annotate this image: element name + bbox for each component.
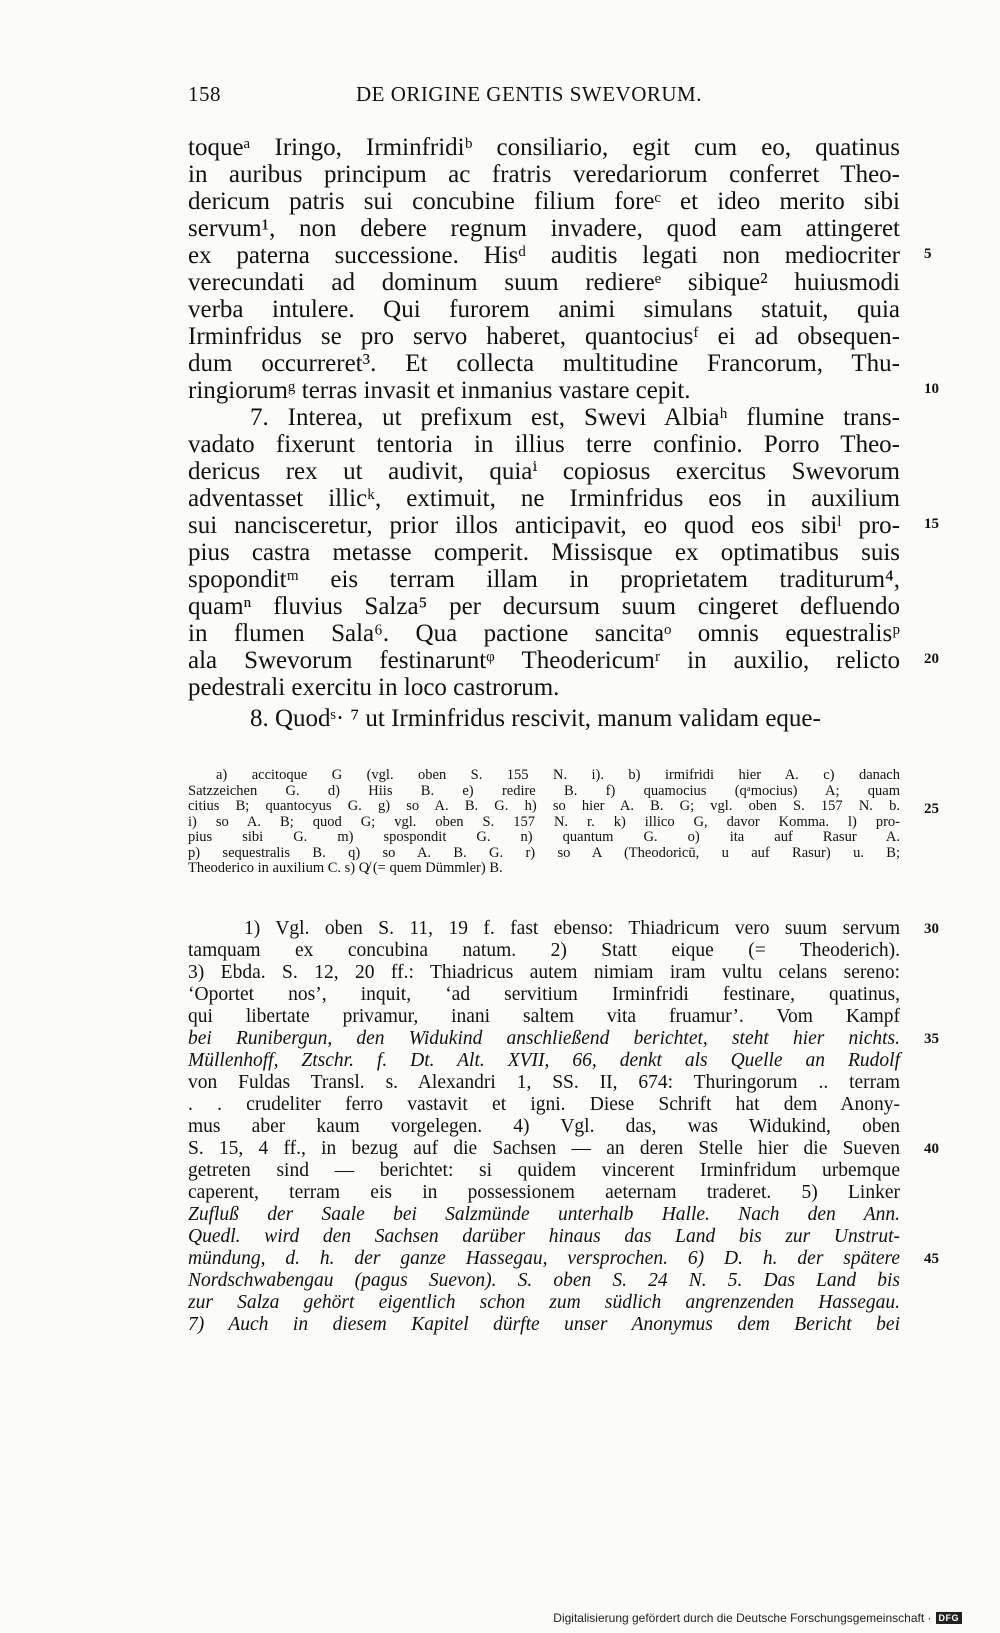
text-line: servum¹, non debere regnum invadere, quod eam attingeret [188, 215, 900, 242]
footnote-line: 3) Ebda. S. 12, 20 ff.: Thiadricus autem nimiam iram vultu celans sereno: [188, 962, 900, 983]
text-line: Irminfridus se pro servo haberet, quantociusᶠ ei ad obsequen- [188, 323, 900, 350]
line-number: 30 [924, 921, 939, 937]
credit-text: Digitalisierung gefördert durch die Deutsche Forschungsgemeinschaft · [553, 1611, 932, 1625]
footnote-line: Zufluß der Saale bei Salzmünde unterhalb Halle. Nach den Ann. [188, 1204, 900, 1225]
footnote-line: Nordschwabengau (pagus Suevon). S. oben S. 24 N. 5. Das Land bis [188, 1270, 900, 1291]
text-line: in flumen Sala⁶. Qua pactione sancitaᵒ omnis equestralisᵖ [188, 620, 900, 647]
text-line: ringiorumᵍ terras invasit et inmanius vastare cepit. [188, 377, 691, 404]
text-line: spoponditᵐ eis terram illam in proprietatem traditurum⁴, [188, 566, 900, 593]
footnote-line: zur Salza gehört eigentlich schon zum südlich angrenzenden Hassegau. [188, 1292, 900, 1313]
text-line: ex paterna successione. Hisᵈ auditis legati non mediocriter [188, 242, 900, 269]
variant-note-line: i) so A. B; quod G; vgl. oben S. 157 N. r. k) illico G, davor Komma. l) pro- [188, 813, 900, 830]
footnote-line: Müllenhoff, Ztschr. f. Dt. Alt. XVII, 66, denkt als Quelle an Rudolf [188, 1050, 900, 1071]
text-line: vadato fixerunt tentoria in illius terre confinio. Porro Theo- [188, 431, 900, 458]
text-line: toqueᵃ Iringo, Irminfridiᵇ consiliario, egit cum eo, quatinus [188, 134, 900, 161]
footnote-line: caperent, terram eis in possessionem aeternam traderet. 5) Linker [188, 1182, 900, 1203]
variant-note-line: pius sibi G. m) spospondit G. n) quantum G. o) ita auf Rasur A. [188, 829, 900, 845]
line-number: 45 [924, 1251, 939, 1267]
footnote-line: tamquam ex concubina natum. 2) Statt eique (= Theoderich). [188, 940, 900, 961]
footnote-line: . . crudeliter ferro vastavit et igni. Diese Schrift hat dem Anony- [188, 1094, 900, 1115]
footnote-line: Quedl. wird den Sachsen darüber hinaus das Land bis zur Unstrut- [188, 1226, 900, 1247]
text-line: dericus rex ut audivit, quiaⁱ copiosus exercitus Swevorum [188, 458, 900, 485]
footnote-line: ‘Oportet nos’, inquit, ‘ad servitium Irminfridi festinare, quatinus, [188, 984, 900, 1005]
footnote-line: 1) Vgl. oben S. 11, 19 f. fast ebenso: Thiadricum vero suum servum [244, 918, 900, 939]
line-number: 5 [924, 246, 932, 262]
text-line: in auribus principum ac fratris veredariorum conferret Theo- [188, 161, 900, 188]
text-line: ala Swevorum festinaruntᵠ Theodericumʳ in auxilio, relicto [188, 647, 900, 674]
footnote-line: getreten sind — berichtet: si quidem vincerent Irminfridum urbemque [188, 1160, 900, 1181]
footnote-line: S. 15, 4 ff., in bezug auf die Sachsen — an deren Stelle hier die Sueven [188, 1138, 900, 1159]
variant-note-line: Satzzeichen G. d) Hiis B. e) redire B. f) quamocius (qᵃmocius) A; quam [188, 782, 900, 799]
digitization-credit [553, 1611, 962, 1625]
variant-note-line: p) sequestralis B. q) so A. B. G. r) so A (Theodoricū, u auf Rasur) u. B; [188, 844, 900, 861]
footnote-line: bei Runibergun, den Widukind anschließend berichtet, steht hier nichts. [188, 1028, 900, 1049]
line-number: 15 [924, 516, 939, 532]
page-header [188, 82, 900, 112]
variant-note-line: a) accitoque G (vgl. oben S. 155 N. i). b) irmifridi hier A. c) danach [216, 767, 900, 783]
footnote-line: mündung, d. h. der ganze Hassegau, versprochen. 6) D. h. der spätere [188, 1248, 900, 1269]
page-number: 158 [188, 82, 221, 106]
main-text [188, 134, 900, 732]
line-number: 25 [924, 801, 939, 817]
footnote-line: qui libertate privamur, inani saltem vita fruamur’. Vom Kampf [188, 1006, 900, 1027]
text-line: 8. Quodˢ· ⁷ ut Irminfridus rescivit, manum validam eque- [250, 705, 821, 732]
running-title: DE ORIGINE GENTIS SWEVORUM. [356, 82, 702, 106]
text-line: 7. Interea, ut prefixum est, Swevi Albiaʰ flumine trans- [250, 404, 900, 431]
text-line: dericum patris sui concubine filium foreᶜ et ideo merito sibi [188, 188, 900, 215]
dfg-logo: DFG [936, 1612, 963, 1624]
text-line: quamⁿ fluvius Salza⁵ per decursum suum cingeret defluendo [188, 593, 900, 620]
text-line: adventasset illicᵏ, extimuit, ne Irminfridus eos in auxilium [188, 485, 900, 512]
line-number: 40 [924, 1141, 939, 1157]
text-line: verecundati ad dominum suum rediereᵉ sibique² huiusmodi [188, 269, 900, 296]
variant-notes [188, 768, 900, 877]
text-line: dum occurreret³. Et collecta multitudine Francorum, Thu- [188, 350, 900, 377]
line-number: 35 [924, 1031, 939, 1047]
footnote-line: 7) Auch in diesem Kapitel dürfte unser Anonymus dem Bericht bei [188, 1314, 900, 1335]
text-line: pedestrali exercitu in loco castrorum. [188, 674, 560, 701]
footnotes [188, 918, 900, 1336]
footnote-line: von Fuldas Transl. s. Alexandri 1, SS. II, 674: Thuringorum .. terram [188, 1072, 900, 1093]
text-line: verba intulere. Qui furorem animi simulans statuit, quia [188, 296, 900, 323]
text-line: pius castra metasse comperit. Missisque ex optimatibus suis [188, 539, 900, 566]
variant-note-line: citius B; quantocyus G. g) so A. B. G. h) so hier A. B. G; vgl. oben S. 157 N. b. [188, 798, 900, 814]
line-number: 10 [924, 381, 939, 397]
footnote-line: mus aber kaum vorgelegen. 4) Vgl. das, was Widukind, oben [188, 1116, 900, 1137]
line-number: 20 [924, 651, 939, 667]
text-line: sui nancisceretur, prior illos anticipavit, eo quod eos sibiˡ pro- [188, 512, 900, 539]
variant-note-line: Theoderico in auxilium C. s) Q̸ (= quem Dümmler) B. [188, 860, 503, 876]
